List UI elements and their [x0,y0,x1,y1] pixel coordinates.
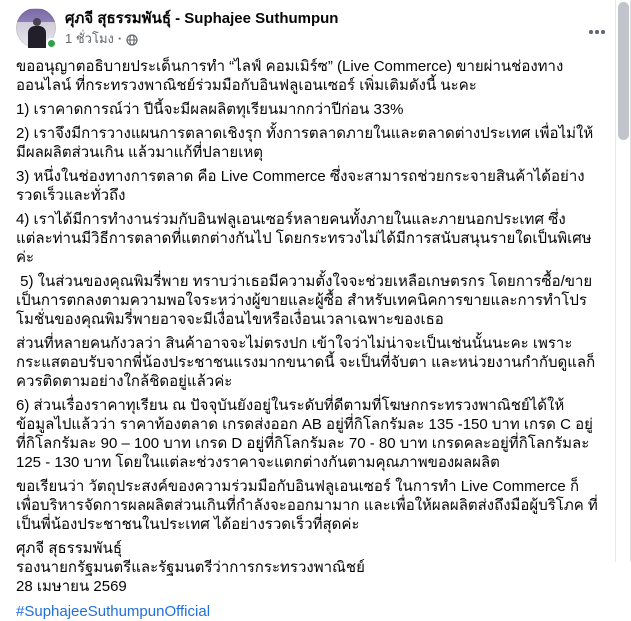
post-paragraph: 2) เราจึงมีการวางแผนการตลาดเชิงรุก ทั้งการตลาดภายในและตลาดต่างประเทศ เพื่อไม่ให้มีผลผลิตส่วนเกิน แล้วมาแก้ที่ปลายเหตุ [16,125,594,161]
signature-line: รองนายกรัฐมนตรีและรัฐมนตรีว่าการกระทรวงพาณิชย์ [16,559,365,576]
header-text-block [65,8,338,47]
post-header [16,8,601,48]
post-paragraph: 5) ในส่วนของคุณพิมรี่พาย ทราบว่าเธอมีความตั้งใจจะช่วยเหลือเกษตรกร โดยการซื้อ/ขายเป็นการตกลงตามความพอใจระหว่างผู้ขายและผู้ซื้อ สำหรับเทคนิคการขายและการทำโปรโมชั่นของคุณพิมรี่พายอาจจะมีเงื่อนไขหรือเงื่อนเวลาเฉพาะของเธอ [16,273,593,328]
avatar-figure-body [28,26,46,48]
avatar[interactable] [16,8,56,48]
more-dot-icon [595,30,599,34]
scrollbar-thumb[interactable] [618,2,629,140]
avatar-figure-head [33,18,41,26]
online-status-dot [46,38,57,49]
signature-line: ศุภจี สุธรรมพันธุ์ [16,540,122,557]
more-dot-icon [589,30,593,34]
post-meta [65,30,338,47]
post-paragraph: ขอเรียนว่า วัตถุประสงค์ของความร่วมมือกับอินฟลูเอนเซอร์ ในการทำ Live Commerce ก็เพื่อบริหารจัดการผลผลิตส่วนเกินที่กำลังจะออกมามาก และเพื่อให้ผลผลิตส่งถึงมือผู้บริโภค ที่เป็นพี่น้องประชาชนในประเทศ ได้อย่างรวดเร็วที่สุดค่ะ [16,478,598,533]
scrollbar-track[interactable] [615,0,631,562]
hashtag-link[interactable]: #SuphajeeSuthumpunOfficial [16,603,211,620]
globe-public-icon [126,33,138,45]
post-paragraph: 6) ส่วนเรื่องราคาทุเรียน ณ ปัจจุบันยังอยู่ในระดับที่ดีตามที่โฆษกกระทรวงพาณิชย์ได้ให้ข้อมูลไปแล้วว่า ราคาท้องตลาด เกรดส่งออก AB อยู่ที่กิโลกรัมละ 135 -150 บาท เกรด C อยู่ที่กิโลกรัมละ 90 – 100 บาท เกรด D อยู่ที่กิโลกรัมละ 70 - 80 บาท เกรดคละอยู่ที่กิโลกรัมละ 125 - 130 บาท โดยในแต่ละช่วงราคาจะแตกต่างกันตามคุณภาพของผลผลิต [16,397,594,471]
post-paragraph: 1) เราคาดการณ์ว่า ปีนี้จะมีผลผลิตทุเรียนมากกว่าปีก่อน 33% [16,101,404,118]
post-signature [16,539,601,596]
signature-line: 28 เมษายน 2569 [16,578,127,595]
author-name[interactable]: ศุภจี สุธรรมพันธุ์ - Suphajee Suthumpun [65,10,339,27]
more-dot-icon [601,30,605,34]
post-paragraph: 4) เราได้มีการทำงานร่วมกับอินฟลูเอนเซอร์หลายคนทั้งภายในและภายนอกประเทศ ซึ่งแต่ละท่านมีวิธีการตลาดที่แตกต่างกันไป โดยกระทรวงไม่ได้มีการสนับสนุนรายใดเป็นพิเศษค่ะ [16,211,592,266]
meta-separator: · [117,31,123,46]
more-options-button[interactable] [581,20,613,44]
post-paragraph: ขออนุญาตอธิบายประเด็นการทำ “ไลฟ์ คอมเมิร์ซ” (Live Commerce) ขายผ่านช่องทางออนไลน์ ที่กระทรวงพาณิชย์ร่วมมือกับอินฟลูเอนเซอร์ เพิ่มเติมดังนี้ นะคะ [16,58,564,94]
post-paragraph: 3) หนึ่งในช่องทางการตลาด คือ Live Commerce ซึ่งจะสามารถช่วยกระจายสินค้าได้อย่างรวดเร็วและทั่วถึง [16,168,585,204]
post-paragraph: ส่วนที่หลายคนกังวลว่า สินค้าอาจจะไม่ตรงปก เข้าใจว่าไม่น่าจะเป็นเช่นนั้นนะคะ เพราะกระแสตอบรับจากพี่น้องประชาชนแรงมากขนาดนี้ จะเป็นที่จับตา และหน่วยงานกำกับดูแลก็ควรติดตามอย่างใกล้ชิดอยู่แล้วค่ะ [16,335,596,390]
post-content [16,57,601,621]
timestamp[interactable]: 1 ชั่วโมง [65,31,114,46]
